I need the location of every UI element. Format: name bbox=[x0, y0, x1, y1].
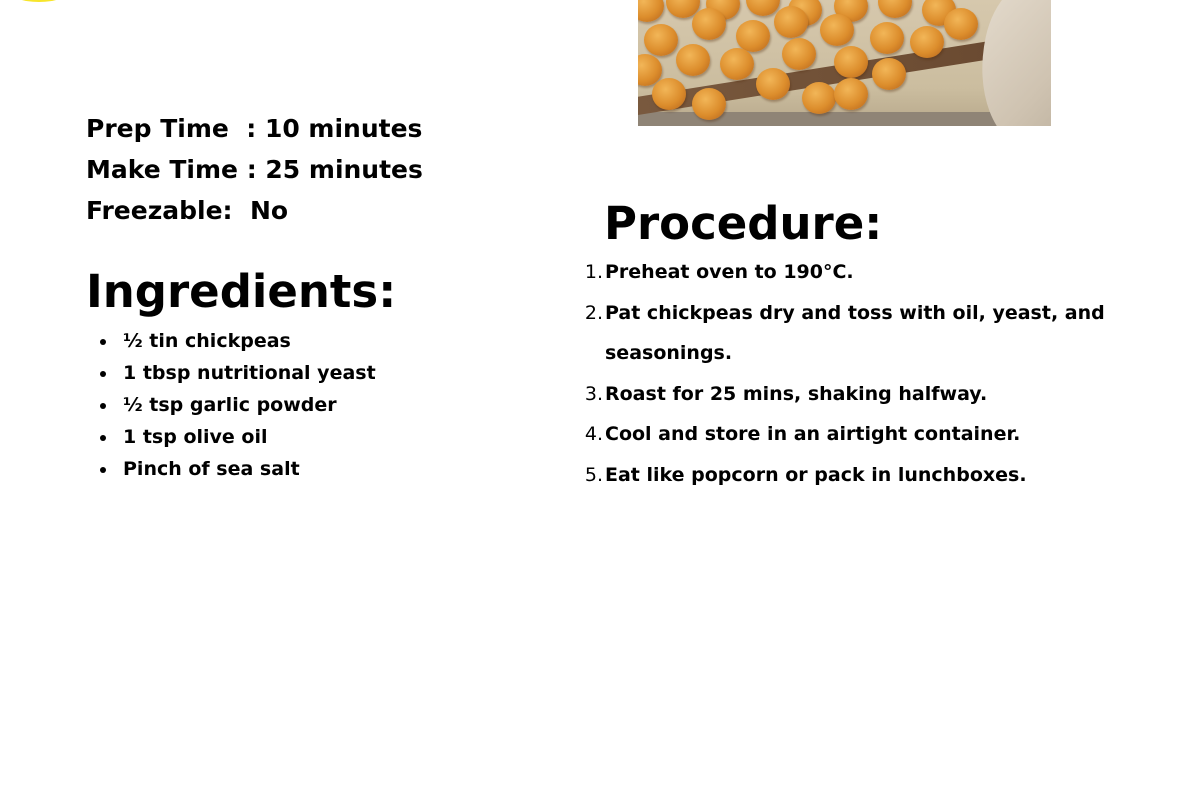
chickpea bbox=[910, 26, 944, 58]
freezable: Freezable: No bbox=[86, 196, 289, 225]
list-item: Pinch of sea salt bbox=[86, 453, 376, 485]
chickpea bbox=[692, 8, 726, 40]
chickpea bbox=[834, 46, 868, 78]
list-item: 1 tsp olive oil bbox=[86, 421, 376, 453]
step-text: Eat like popcorn or pack in lunchboxes. bbox=[605, 463, 1027, 486]
chickpea bbox=[652, 78, 686, 110]
step-number: 2. bbox=[584, 301, 603, 324]
step-text: Roast for 25 mins, shaking halfway. bbox=[605, 382, 988, 405]
list-item: ½ tsp garlic powder bbox=[86, 389, 376, 421]
chickpea bbox=[820, 14, 854, 46]
procedure-list bbox=[565, 252, 1125, 495]
chickpea bbox=[870, 22, 904, 54]
make-time: Make Time : 25 minutes bbox=[86, 155, 423, 184]
chickpea bbox=[774, 6, 808, 38]
chickpea bbox=[638, 0, 664, 22]
chickpea bbox=[834, 78, 868, 110]
chickpea bbox=[782, 38, 816, 70]
list-item: 1 tbsp nutritional yeast bbox=[86, 357, 376, 389]
chickpea bbox=[736, 20, 770, 52]
procedure-step bbox=[565, 374, 1125, 415]
step-number: 1. bbox=[584, 261, 603, 283]
roasted-chickpeas-photo bbox=[638, 0, 1051, 126]
prep-time: Prep Time : 10 minutes bbox=[86, 114, 423, 143]
procedure-step bbox=[565, 293, 1125, 374]
procedure-title: Procedure: bbox=[604, 197, 883, 250]
chickpea bbox=[692, 88, 726, 120]
step-text: Pat chickpeas dry and toss with oil, yeast, and seasonings. bbox=[605, 301, 1105, 364]
ingredients-list bbox=[86, 325, 376, 485]
list-item: ½ tin chickpeas bbox=[86, 325, 376, 357]
procedure-step bbox=[565, 455, 1125, 496]
chickpea bbox=[644, 24, 678, 56]
chickpea bbox=[802, 82, 836, 114]
step-text: Cool and store in an airtight container. bbox=[605, 423, 1021, 445]
recipe-info bbox=[86, 108, 423, 231]
step-number: 4. bbox=[584, 423, 603, 445]
step-number: 3. bbox=[584, 382, 603, 405]
chickpea bbox=[676, 44, 710, 76]
procedure-step bbox=[565, 252, 1125, 293]
ingredients-title: Ingredients: bbox=[86, 265, 397, 318]
step-text: Preheat oven to 190°C. bbox=[605, 261, 854, 283]
chickpea bbox=[720, 48, 754, 80]
chickpea bbox=[878, 0, 912, 18]
chickpea bbox=[872, 58, 906, 90]
step-number: 5. bbox=[584, 463, 603, 486]
chickpea bbox=[746, 0, 780, 16]
chickpea bbox=[756, 68, 790, 100]
decorative-yellow-shape bbox=[8, 0, 70, 2]
linen-cloth bbox=[965, 0, 1051, 126]
procedure-step bbox=[565, 414, 1125, 455]
chickpea bbox=[944, 8, 978, 40]
